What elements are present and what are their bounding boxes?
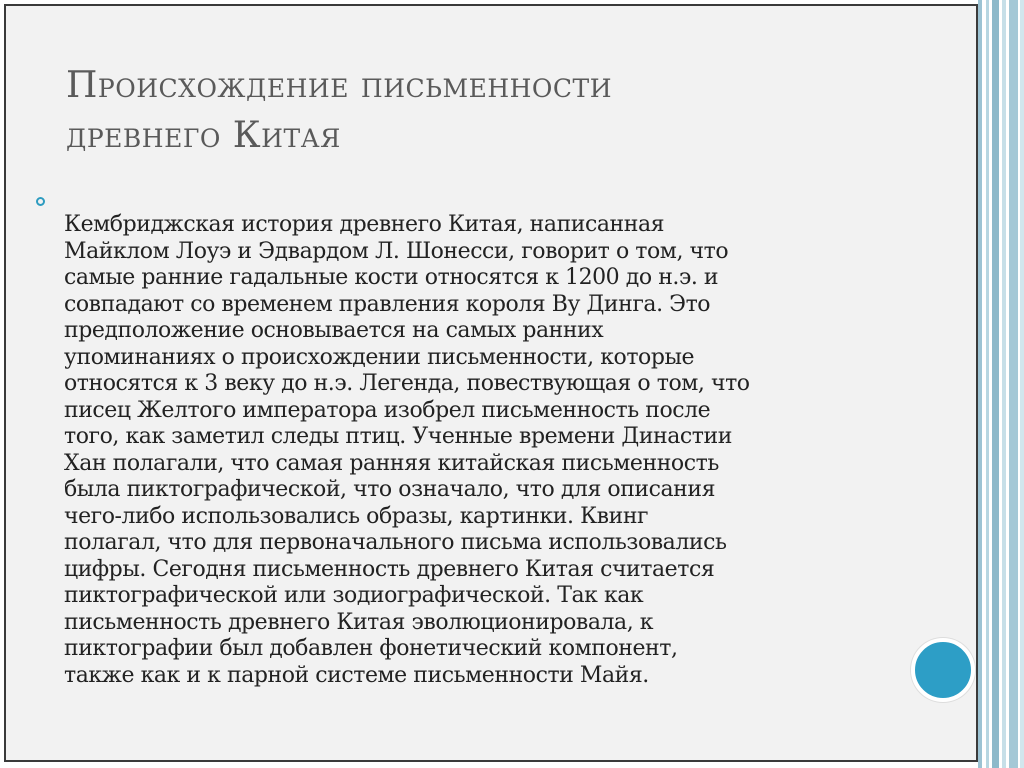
body-line: самые ранние гадальные кости относятся к 1200 до н.э. и	[64, 265, 719, 290]
stripe	[992, 0, 999, 768]
filled-circle-icon	[911, 638, 975, 702]
body-line: Хан полагали, что самая ранняя китайская письменность	[64, 450, 719, 476]
stripe	[1002, 0, 1006, 768]
decorative-stripes	[978, 0, 1024, 768]
body-line: также как и к парной системе письменности Майя.	[64, 662, 649, 688]
body-line: писец Желтого императора изобрел письменность после	[64, 397, 711, 423]
body-line: полагал, что для первоначального письма использовались	[64, 530, 727, 555]
body-line: совпадают со временем правления короля Ву Динга. Это	[64, 291, 711, 317]
body-line: была пиктографической, что означало, что для описания	[64, 477, 716, 502]
body-line: того, как заметил следы птиц. Ученные времени Династии	[64, 424, 732, 449]
title-line: Происхождение письменности	[66, 65, 613, 106]
body-line: Майклом Лоуэ и Эдвардом Л. Шонесси, говорит о том, что	[64, 238, 729, 264]
body-line: цифры. Сегодня письменность древнего Китая считается	[64, 556, 715, 582]
body-line: относятся к 3 веку до н.э. Легенда, повествующая о том, что	[64, 371, 750, 396]
body-line: пиктографии был добавлен фонетический компонент,	[64, 636, 678, 661]
body-line: упоминаниях о происхождении письменности, которые	[64, 344, 695, 370]
body-paragraph	[64, 212, 894, 689]
stripe	[1020, 0, 1024, 768]
stripe	[986, 0, 989, 768]
body-line: пиктографической или зодиографической. Так как	[64, 583, 644, 608]
body-line: предположение основывается на самых ранних	[64, 318, 604, 343]
slide-title	[66, 61, 926, 161]
hollow-circle-bullet-icon	[36, 197, 45, 206]
content-panel	[4, 4, 978, 762]
body-line: чего-либо использовались образы, картинки. Квинг	[64, 503, 649, 529]
stripe	[978, 0, 982, 768]
body-line: Кембриджская история древнего Китая, написанная	[64, 212, 665, 237]
body-line: письменность древнего Китая эволюционировала, к	[64, 609, 654, 635]
stripe	[1009, 0, 1018, 768]
title-line: древнего Китая	[66, 115, 341, 156]
